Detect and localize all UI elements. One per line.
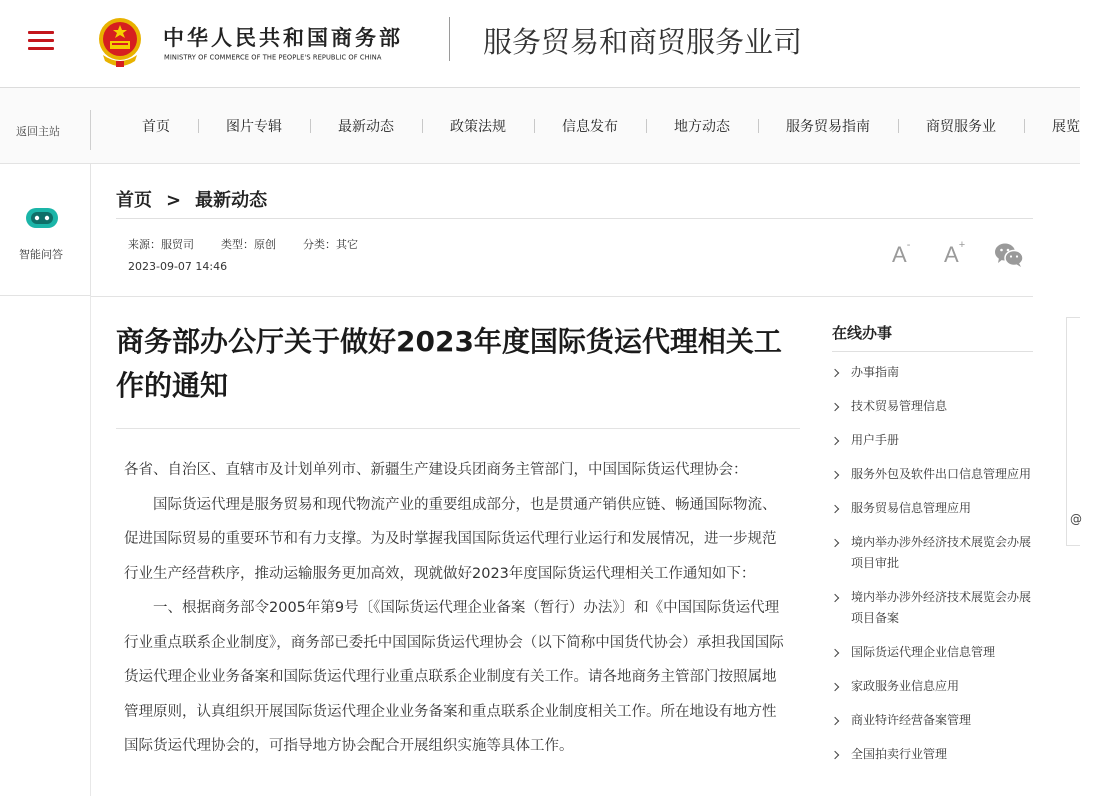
meta-type: 类型：原创 (221, 238, 276, 251)
service-link[interactable]: 国际货运代理企业信息管理 (832, 642, 1032, 663)
font-increase-sign: + (958, 238, 966, 251)
ministry-name-cn: 中华人民共和国商务部 (163, 26, 403, 50)
font-decrease-letter: A (892, 242, 907, 267)
service-link[interactable]: 境内举办涉外经济技术展览会办展项目备案 (832, 587, 1032, 629)
service-link[interactable]: 用户手册 (832, 430, 1032, 451)
nav-item-home[interactable]: 首页 (142, 119, 170, 135)
service-link[interactable]: 商业特许经营备案管理 (832, 710, 1032, 731)
meta-divider (91, 296, 1033, 297)
service-link[interactable]: 服务外包及软件出口信息管理应用 (832, 464, 1032, 485)
breadcrumb-separator: > (166, 190, 182, 211)
nav-list (114, 88, 1108, 164)
online-services-list (832, 362, 1032, 778)
meta-date: 2023-09-07 14:46 (128, 260, 228, 273)
font-decrease-sign: - (906, 238, 911, 251)
service-link[interactable]: 技术贸易管理信息 (832, 396, 1032, 417)
breadcrumb-divider (116, 218, 1033, 219)
article-meta (128, 236, 385, 252)
nav-item-commerce-services[interactable]: 商贸服务业 (898, 116, 1024, 136)
article-paragraph: 国际货运代理是服务贸易和现代物流产业的重要组成部分，也是贯通产销供应链、畅通国际物流、促进国际贸易的重要环节和有力支撑。为及时掌握我国国际货运代理行业运行和发展情况，进一步规范行业生产经营秩序，推动运输服务更加高效，现就做好2023年度国际货运代理相关工作通知如下： (124, 496, 777, 582)
nav-item-photo-albums[interactable]: 图片专辑 (198, 116, 310, 136)
nav-item-local-news[interactable]: 地方动态 (646, 116, 758, 136)
nav-item-trade-guide[interactable]: 服务贸易指南 (758, 116, 898, 136)
header-divider (449, 17, 450, 61)
article-salutation: 各省、自治区、直辖市及计划单列市、新疆生产建设兵团商务主管部门，中国国际货运代理协会： (124, 462, 748, 478)
title-divider (116, 428, 800, 429)
robot-chat-icon (24, 206, 60, 230)
back-home-link[interactable]: 返回主站 (16, 125, 60, 138)
wechat-share-icon[interactable] (994, 242, 1024, 268)
sidebar-divider (832, 351, 1033, 352)
menu-icon[interactable] (28, 31, 54, 51)
breadcrumb-home[interactable]: 首页 (116, 190, 152, 211)
service-link[interactable]: 境内举办涉外经济技术展览会办展项目审批 (832, 532, 1032, 574)
font-decrease-button[interactable] (892, 238, 911, 268)
edge-at-glyph: @ (1070, 512, 1082, 526)
service-link[interactable]: 家政服务业信息应用 (832, 676, 1032, 697)
breadcrumb-current[interactable]: 最新动态 (195, 190, 268, 211)
department-title: 服务贸易和商贸服务业司 (483, 25, 803, 59)
breadcrumb (116, 186, 267, 212)
font-increase-letter: A (944, 242, 959, 267)
smart-qa-label: 智能问答 (19, 248, 63, 261)
nav-item-latest-news[interactable]: 最新动态 (310, 116, 422, 136)
nav-divider (90, 110, 91, 150)
online-services-title: 在线办事 (832, 324, 893, 342)
national-emblem-logo[interactable] (95, 15, 145, 70)
nav-item-exhibitions[interactable]: 展览 (1024, 116, 1108, 136)
nav-item-info-release[interactable]: 信息发布 (534, 116, 646, 136)
article-title: 商务部办公厅关于做好2023年度国际货运代理相关工作的通知 (116, 325, 782, 402)
meta-source: 来源：服贸司 (128, 238, 194, 251)
font-increase-button[interactable] (944, 238, 966, 268)
article-paragraph: 一、根据商务部令2005年第9号〔《国际货运代理企业备案（暂行）办法》〕和《中国国际货运代理行业重点联系企业制度》，商务部已委托中国国际货运代理协会（以下简称中国货代协会）承担我国国际货运代理企业业务备案和国际货运代理行业重点联系企业制度有关工作。请各地商务主管部门按照属地管理原则，认真组织开展国际货运代理企业业务备案和重点联系企业制度相关工作。所在地设有地方性国际货运代理协会的，可指导地方协会配合开展组织实施等具体工作。 (124, 600, 784, 754)
left-divider (90, 296, 91, 796)
service-link[interactable]: 服务贸易信息管理应用 (832, 498, 1032, 519)
ministry-name-en: MINISTRY OF COMMERCE OF THE PEOPLE'S REPUBLIC OF CHINA (164, 54, 382, 62)
article-body (124, 453, 784, 764)
nav-item-policies[interactable]: 政策法规 (422, 116, 534, 136)
main-nav (0, 88, 1080, 164)
smart-qa-panel[interactable] (0, 164, 91, 296)
service-link[interactable]: 办事指南 (832, 362, 1032, 383)
site-header (0, 0, 1080, 88)
service-link[interactable]: 全国拍卖行业管理 (832, 744, 1032, 765)
meta-category: 分类：其它 (303, 238, 358, 251)
